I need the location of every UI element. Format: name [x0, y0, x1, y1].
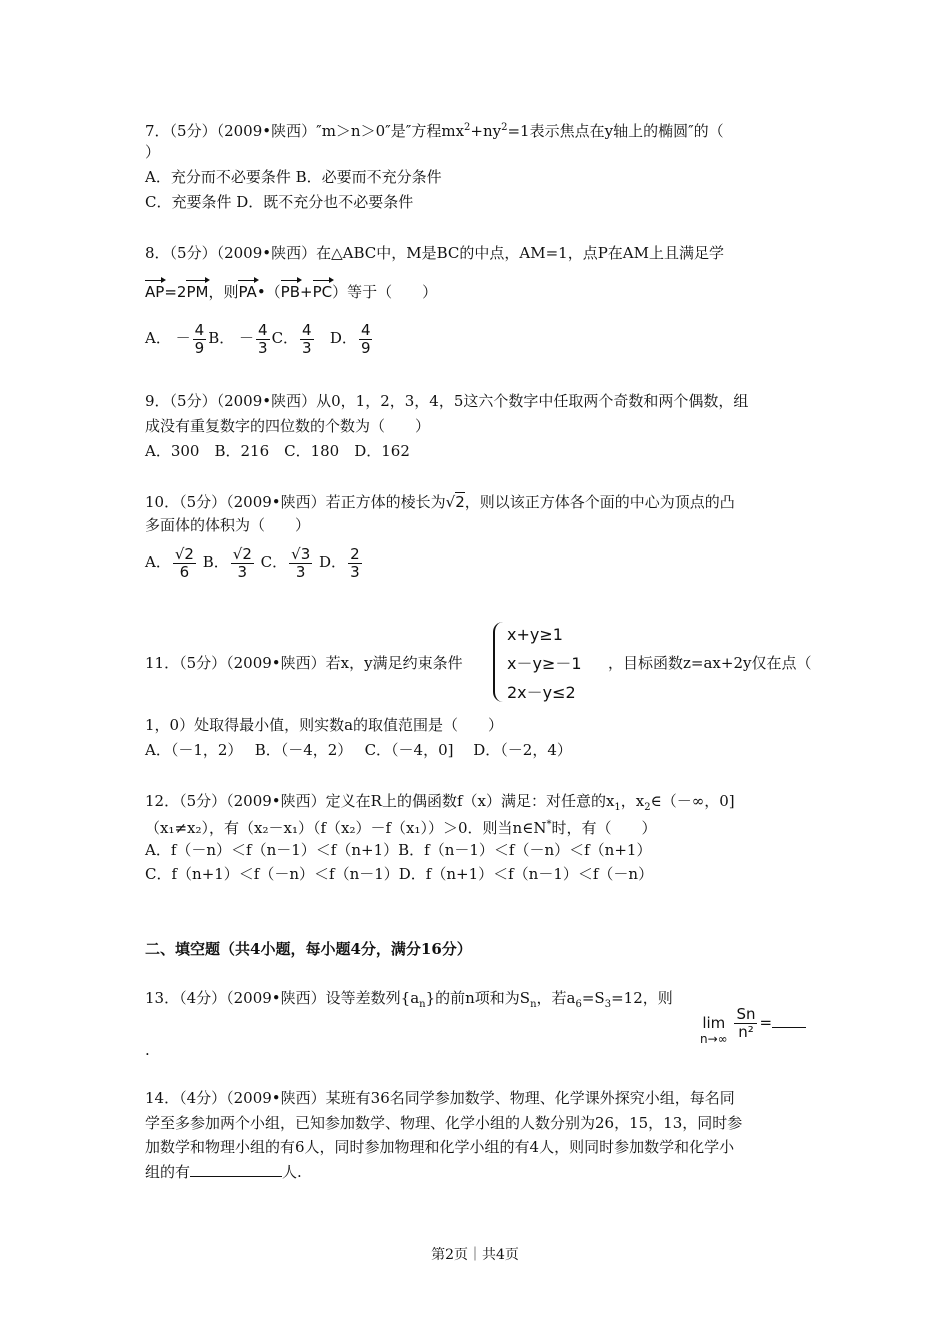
q12-options-cd: C．f（n+1）＜f（－n）＜f（n－1）D．f（n+1）＜f（n－1）＜f（－n）	[145, 865, 654, 883]
brace-symbol	[493, 622, 505, 702]
q9-options: A．300 B．216 C．180 D．162	[145, 442, 410, 460]
vector-pa: PA	[238, 278, 256, 302]
q14-line2: 学至多参加两个小组，已知参加数学、物理、化学小组的人数分别为26，15，13，同时参	[145, 1114, 743, 1132]
fraction: $\frac{√3}{3}$	[291, 544, 311, 581]
q10-options: A． $\frac{√2}{6}$ B． $\frac{√2}{3}$ C． $\frac{√3}{3}$ D． $\frac{2}{3}$	[145, 544, 360, 581]
q12-options-ab: A．f（－n）＜f（n－1）＜f（n+1）B．f（n－1）＜f（－n）＜f（n+1）	[145, 841, 652, 859]
q7-line1: 7．（5分）（2009•陕西）″m＞n＞0″是″方程$mx^2+ny^2=1$表示焦点在y轴上的椭圆″的（	[145, 122, 724, 140]
answer-blank[interactable]	[772, 1027, 806, 1028]
q8-line1: 8．（5分）（2009•陕西）在△ABC中，M是BC的中点，AM=1，点P在AM上且满足学	[145, 244, 724, 262]
q11-options: A．（－1，2） B．（－4，2） C．（－4，0] D．（－2，4）	[145, 741, 572, 759]
q7-options-cd: C．充要条件 D．既不充分也不必要条件	[145, 193, 414, 211]
vector-pm: PM	[186, 278, 208, 302]
q13-line2: .	[145, 1041, 150, 1059]
fraction: $\frac{4}{3}$	[258, 320, 268, 357]
q11-line2: 1，0）处取得最小值，则实数a的取值范围是（ ）	[145, 716, 504, 734]
q11-line1b: ，目标函数z=ax+2y仅在点（	[608, 654, 812, 672]
vector-pc: PC	[313, 278, 333, 302]
section-title: 二、填空题（共4小题，每小题4分，满分16分）	[145, 940, 472, 958]
vector-pb: PB	[281, 278, 300, 302]
q14-line1: 14．（4分）（2009•陕西）某班有36名同学参加数学、物理、化学课外探究小组，每名同	[145, 1089, 735, 1107]
vector-ap: AP	[145, 278, 164, 302]
q9-line2: 成没有重复数字的四位数的个数为（ ）	[145, 417, 431, 435]
q8-options: A． － $\frac{4}{9}$ B． － $\frac{4}{3}$ C． $\frac{4}{3}$ D． $\frac{4}{9}$	[145, 320, 371, 357]
q11-line1a: 11．（5分）（2009•陕西）若x，y满足约束条件	[145, 654, 463, 672]
q7-options-ab: A．充分而不必要条件 B．必要而不充分条件	[145, 168, 442, 186]
q8-line2: AP=2PM，则PA•（PB+PC）等于（ ）	[145, 278, 437, 302]
sqrt-symbol: √2	[445, 493, 465, 511]
q7-line2: ）	[145, 143, 161, 161]
constraint-system: x+y≥1 x－y≥－1 2x－y≤2	[507, 625, 582, 702]
q10-line1: 10．（5分）（2009•陕西）若正方体的棱长为√2，则以该正方体各个面的中心为顶点的凸	[145, 493, 735, 511]
q12-line2: （x₁≠x₂），有（x₂－x₁）（f（x₂）－f（x₁））＞0．则当n∈N*时，有（ ）	[145, 819, 657, 837]
fraction: $\frac{4}{9}$	[194, 320, 205, 357]
page-footer: 第2页｜共4页	[431, 1247, 519, 1263]
fraction: $\frac{Sn}{\text{n²}}$	[736, 1004, 756, 1041]
q10-line2: 多面体的体积为（ ）	[145, 516, 311, 534]
q12-line1: 12．（5分）（2009•陕西）定义在R上的偶函数f（x）满足：对任意的$x_1$，$x_2\in(-\infty$，0]	[145, 792, 735, 813]
fraction: $\frac{4}{9}$	[360, 320, 371, 357]
fraction: $\frac{√2}{6}$	[174, 544, 194, 581]
q14-line4: 组的有 人.	[145, 1163, 302, 1181]
limit-expression: lim n→∞ $\frac{Sn}{\text{n²}}$ =	[700, 1000, 806, 1046]
fraction: $\frac{2}{3}$	[350, 544, 360, 581]
q13-line1: 13．（4分）（2009•陕西）设等差数列$\{a_n\}$的前n项和为$S_n$，若$a_6=S_3=12$，则	[145, 989, 673, 1010]
answer-blank[interactable]	[190, 1162, 282, 1177]
q14-line3: 加数学和物理小组的有6人，同时参加物理和化学小组的有4人，则同时参加数学和化学小	[145, 1138, 735, 1156]
fraction: $\frac{√2}{3}$	[232, 544, 252, 581]
q9-line1: 9．（5分）（2009•陕西）从0，1，2，3，4，5这六个数字中任取两个奇数和两个偶数，组	[145, 392, 749, 410]
fraction: $\frac{4}{3}$	[302, 320, 312, 357]
